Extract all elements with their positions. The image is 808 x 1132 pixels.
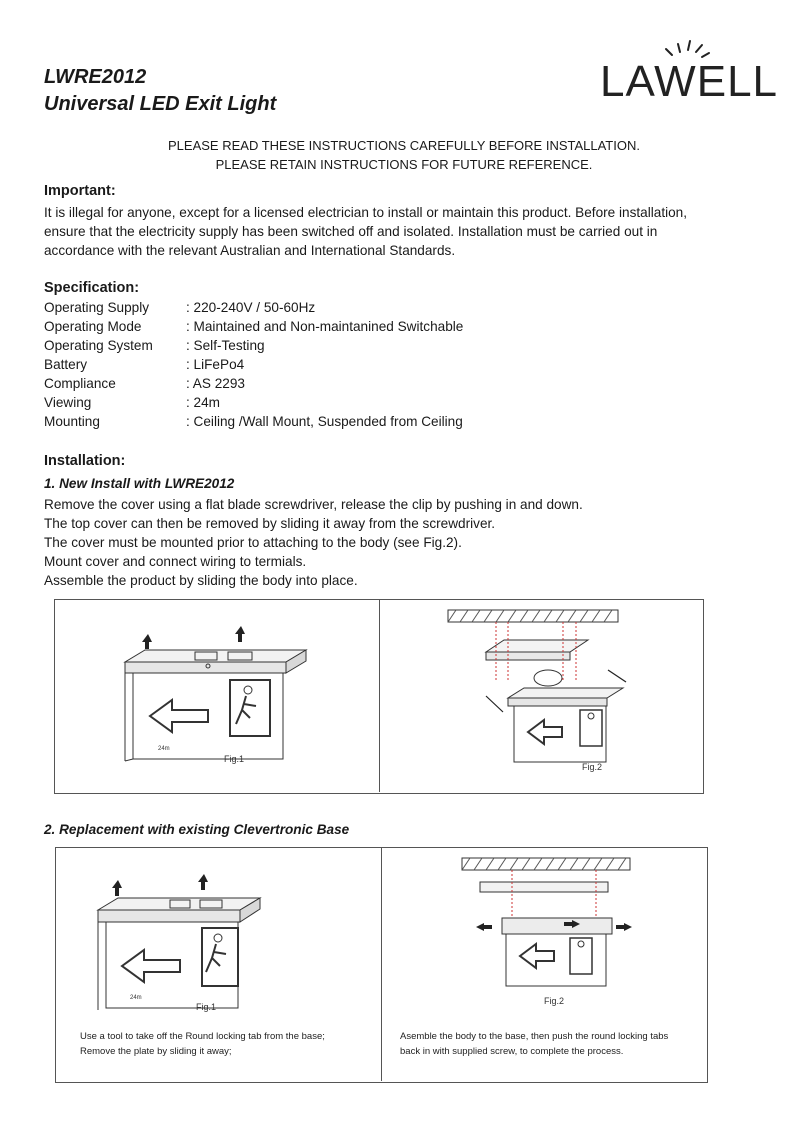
spec-value: : LiFePo4 <box>186 357 245 372</box>
step1-line-4: Mount cover and connect wiring to termials. <box>44 554 307 569</box>
notice-line-1: PLEASE READ THESE INSTRUCTIONS CAREFULLY BEFORE INSTALLATION. <box>168 138 640 153</box>
document-title: Universal LED Exit Light <box>44 93 277 115</box>
spec-label: Operating Mode <box>44 319 142 334</box>
spec-label: Viewing <box>44 395 92 410</box>
spec-label: Battery <box>44 357 88 372</box>
figure-divider <box>379 600 380 792</box>
step2-note-right-2: back in with supplied screw, to complete the process. <box>400 1046 624 1057</box>
specification-heading: Specification: <box>44 280 140 296</box>
step2-fig1-illustration <box>90 874 290 1014</box>
spec-label: Compliance <box>44 376 116 391</box>
important-line-1: It is illegal for anyone, except for a licensed electrician to install or maintain this product. Before installation, <box>44 205 688 220</box>
spec-value: : Ceiling /Wall Mount, Suspended from Ceiling <box>186 414 463 429</box>
spec-row-battery <box>44 357 244 372</box>
step2-note-left-1: Use a tool to take off the Round locking tab from the base; <box>80 1031 325 1042</box>
spec-value: : 24m <box>186 395 220 410</box>
spec-row-mode <box>44 319 463 334</box>
spec-label: Operating Supply <box>44 300 150 315</box>
model-number: LWRE2012 <box>44 66 147 88</box>
spec-row-viewing <box>44 395 220 410</box>
installation-heading: Installation: <box>44 453 126 469</box>
sign-label: 24m <box>130 995 142 1001</box>
important-heading: Important: <box>44 183 116 199</box>
step1-line-5: Assemble the product by sliding the body into place. <box>44 573 358 588</box>
step1-fig1-caption: Fig.1 <box>224 754 245 764</box>
spec-value: : Self-Testing <box>186 338 265 353</box>
step1-fig2-illustration <box>448 610 628 765</box>
important-line-2: ensure that the electricity supply has been switched off and isolated. Installation must be carried out in <box>44 224 658 239</box>
important-line-3: accordance with the relevant Australian and International Standards. <box>44 243 456 258</box>
brand-logo-text: LAWELL <box>600 57 779 106</box>
step2-fig2-caption: Fig.2 <box>544 996 565 1006</box>
spec-label: Operating System <box>44 338 153 353</box>
spec-value: : Maintained and Non-maintanined Switchable <box>186 319 464 334</box>
step2-title: 2. Replacement with existing Clevertronic Base <box>44 822 350 837</box>
step1-line-2: The top cover can then be removed by sliding it away from the screwdriver. <box>44 516 496 531</box>
sign-label: 24m <box>158 746 170 752</box>
step1-line-3: The cover must be mounted prior to attaching to the body (see Fig.2). <box>44 535 462 550</box>
step2-fig2-illustration <box>456 858 636 990</box>
step2-note-left-2: Remove the plate by sliding it away; <box>80 1046 232 1057</box>
spec-row-system <box>44 338 265 353</box>
step1-fig1-illustration <box>110 628 310 768</box>
notice-line-2: PLEASE RETAIN INSTRUCTIONS FOR FUTURE REFERENCE. <box>215 157 593 172</box>
step2-note-right-1: Asemble the body to the base, then push the round locking tabs <box>400 1031 669 1042</box>
spec-row-mounting <box>44 414 463 429</box>
figure-divider <box>381 848 382 1081</box>
step1-line-1: Remove the cover using a flat blade screwdriver, release the clip by pushing in and down. <box>44 497 583 512</box>
spec-label: Mounting <box>44 414 100 429</box>
step2-fig1-caption: Fig.1 <box>196 1002 217 1012</box>
step1-fig2-caption: Fig.2 <box>582 762 603 772</box>
spec-value: : AS 2293 <box>186 376 245 391</box>
spec-row-compliance <box>44 376 245 391</box>
step1-title: 1. New Install with LWRE2012 <box>44 476 235 491</box>
spec-row-supply <box>44 300 315 315</box>
brand-logo <box>598 38 779 106</box>
spec-value: : 220-240V / 50-60Hz <box>186 300 316 315</box>
